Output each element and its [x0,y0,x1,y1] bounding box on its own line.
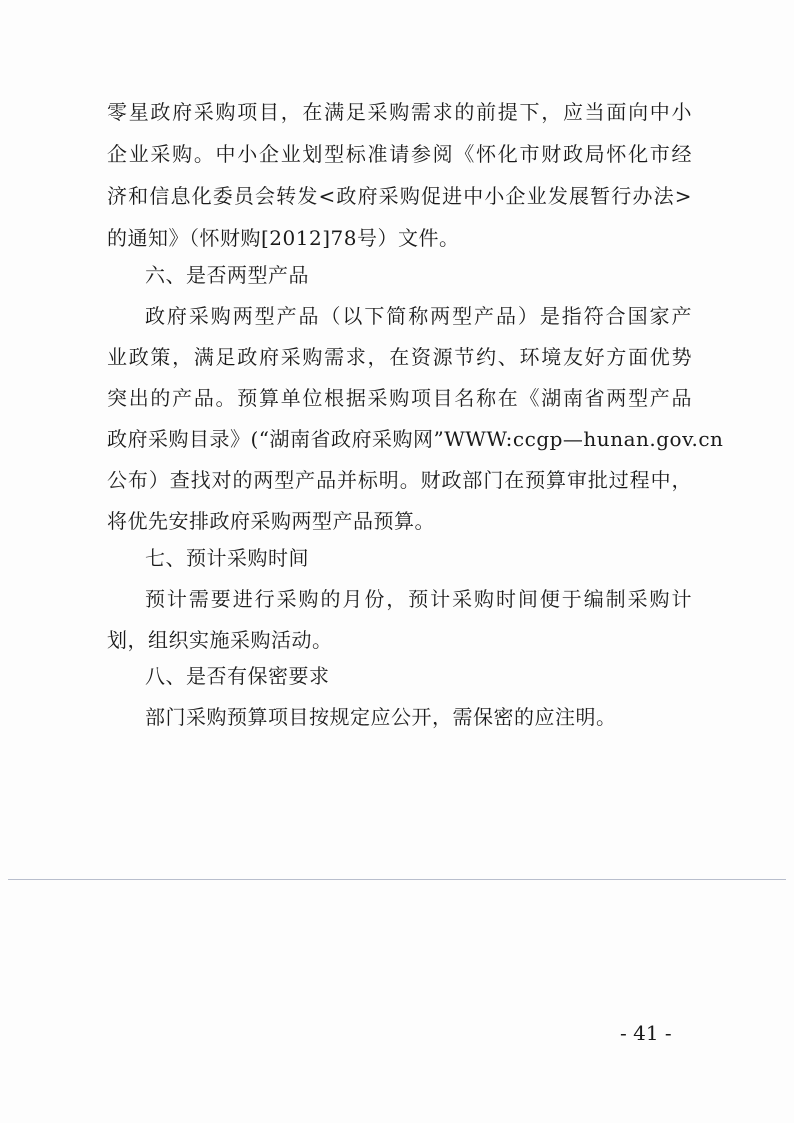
paragraph-line: 的通知》（怀财购[2012]78号）文件。 [107,226,460,250]
paragraph-line: 划，组织实施采购活动。 [107,628,333,652]
section-heading-7: 七、预计采购时间 [145,546,309,570]
paragraph-line: 将优先安排政府采购两型产品预算。 [107,509,435,533]
paragraph-line: 济和信息化委员会转发<政府采购促进中小企业发展暂行办法> [107,184,692,208]
paragraph-line: 部门采购预算项目按规定应公开，需保密的应注明。 [145,705,617,729]
paragraph-line: 政府采购两型产品（以下简称两型产品）是指符合国家产 [145,304,692,328]
page-divider [8,879,786,880]
paragraph-line: 零星政府采购项目，在满足采购需求的前提下，应当面向中小 [107,100,692,124]
paragraph-line: 政府采购目录》(“湖南省政府采购网”WWW:ccgp—hunan.gov.cn [107,427,724,451]
paragraph-line: 公布）查找对的两型产品并标明。财政部门在预算审批过程中， [107,468,692,492]
paragraph-line: 突出的产品。预算单位根据采购项目名称在《湖南省两型产品 [107,386,692,410]
section-heading-6: 六、是否两型产品 [145,263,309,287]
section-heading-8: 八、是否有保密要求 [145,664,330,688]
paragraph-line: 预计需要进行采购的月份，预计采购时间便于编制采购计 [145,587,692,611]
page-number: - 41 - [620,1021,672,1045]
paragraph-line: 业政策，满足政府采购需求，在资源节约、环境友好方面优势 [107,345,692,369]
paragraph-line: 企业采购。中小企业划型标准请参阅《怀化市财政局怀化市经 [107,142,692,166]
